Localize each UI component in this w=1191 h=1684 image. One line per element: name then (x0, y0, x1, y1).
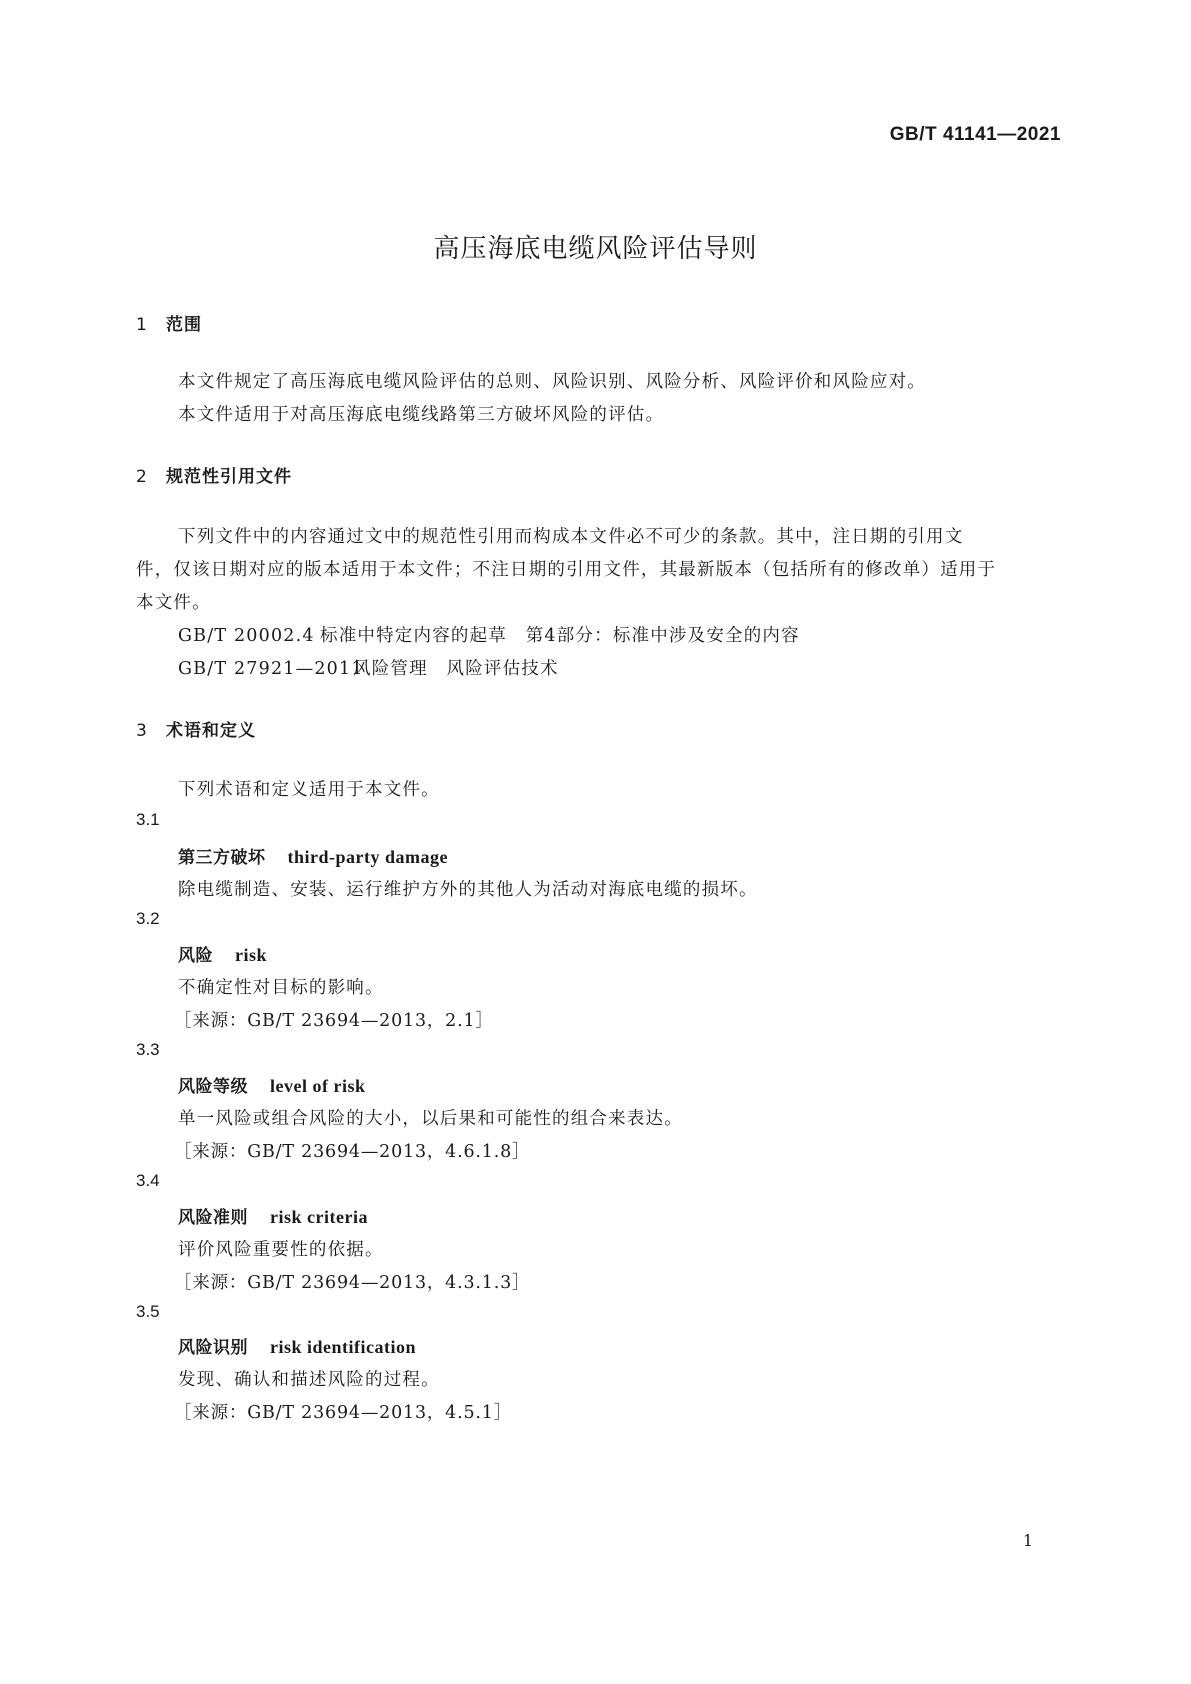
term-source: ［来源：GB/T 23694—2013，4.5.1］ (174, 1403, 513, 1423)
section-number: 1 (136, 315, 148, 335)
paragraph: 本文件适用于对高压海底电缆线路第三方破坏风险的评估。 (178, 405, 665, 425)
term-english: risk criteria (270, 1207, 368, 1227)
term-number: 3.3 (136, 1040, 160, 1059)
term-definition: 评价风险重要性的依据。 (178, 1240, 384, 1260)
term-heading (178, 1333, 416, 1358)
term-english: third-party damage (287, 847, 448, 867)
section-1-heading (136, 310, 202, 335)
term-heading (178, 1203, 368, 1228)
reference-code: GB/T 20002.4 (178, 626, 315, 646)
section-number: 3 (136, 721, 148, 741)
standard-code: GB/T 41141—2021 (889, 124, 1061, 145)
paragraph-line: 件，仅该日期对应的版本适用于本文件；不注日期的引用文件，其最新版本（包括所有的修改单）适用于 (136, 560, 997, 580)
paragraph-line: 下列文件中的内容通过文中的规范性引用而构成本文件必不可少的条款。其中，注日期的引用文 (178, 527, 964, 547)
normative-reference (178, 655, 559, 680)
term-definition: 单一风险或组合风险的大小，以后果和可能性的组合来表达。 (178, 1109, 683, 1129)
reference-code: GB/T 27921—2011 (178, 659, 364, 679)
term-heading (178, 1072, 365, 1097)
term-number: 3.2 (136, 909, 160, 928)
paragraph: 下列术语和定义适用于本文件。 (178, 780, 440, 800)
term-source: ［来源：GB/T 23694—2013，4.3.1.3］ (174, 1273, 531, 1293)
term-english: risk identification (270, 1337, 417, 1357)
term-number: 3.5 (136, 1302, 160, 1321)
reference-title: 标准中特定内容的起草 第4部分：标准中涉及安全的内容 (320, 626, 800, 646)
term-number: 3.4 (136, 1171, 160, 1190)
term-chinese: 风险 (178, 946, 213, 966)
term-definition: 发现、确认和描述风险的过程。 (178, 1370, 440, 1390)
section-2-heading (136, 462, 292, 487)
section-number: 2 (136, 467, 148, 487)
term-english: level of risk (270, 1076, 366, 1096)
section-3-heading (136, 716, 256, 741)
term-definition: 除电缆制造、安装、运行维护方外的其他人为活动对海底电缆的损坏。 (178, 880, 758, 900)
term-chinese: 风险识别 (178, 1338, 248, 1358)
term-chinese: 风险准则 (178, 1208, 248, 1228)
term-source: ［来源：GB/T 23694—2013，2.1］ (174, 1011, 494, 1031)
page-number: 1 (1022, 1531, 1033, 1550)
term-heading (178, 941, 267, 966)
document-title: 高压海底电缆风险评估导则 (433, 234, 758, 264)
term-definition: 不确定性对目标的影响。 (178, 978, 384, 998)
term-source: ［来源：GB/T 23694—2013，4.6.1.8］ (174, 1142, 531, 1162)
term-heading (178, 843, 448, 868)
term-number: 3.1 (136, 810, 160, 829)
term-chinese: 风险等级 (178, 1077, 248, 1097)
section-title: 术语和定义 (166, 721, 256, 741)
term-chinese: 第三方破坏 (178, 848, 266, 868)
section-title: 范围 (166, 315, 202, 335)
paragraph-line: 本文件。 (136, 593, 211, 613)
normative-reference (178, 622, 800, 647)
paragraph: 本文件规定了高压海底电缆风险评估的总则、风险识别、风险分析、风险评价和风险应对。 (178, 372, 926, 392)
reference-title: 风险管理 风险评估技术 (353, 659, 559, 679)
section-title: 规范性引用文件 (166, 467, 292, 487)
term-english: risk (235, 945, 268, 965)
